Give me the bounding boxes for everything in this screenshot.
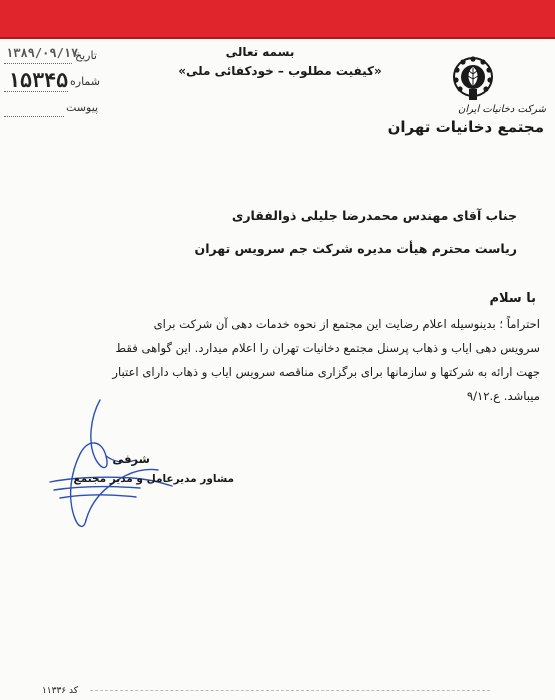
- attachment-line: [4, 116, 64, 117]
- body-line-1: احتراماً ؛ بدینوسیله اعلام رضایت این مجتمع از نحوه خدمات دهی آن شرکت برای: [153, 317, 540, 331]
- header-red-bar: [0, 0, 555, 37]
- letter-body: [100, 312, 540, 408]
- body-line-4: میباشد. ع.۹/۱۲: [466, 389, 540, 403]
- bismillah: بسمه تعالی: [225, 45, 295, 59]
- company-logo: [452, 56, 494, 102]
- recipient-name: جناب آقای مهندس محمدرضا جلیلی ذوالفقاری: [231, 208, 517, 223]
- number-value: ۱۵۳۴۵: [8, 68, 69, 92]
- body-line-2: سرویس دهی ایاب و ذهاب پرسنل مجتمع دخانیات تهران را اعلام میدارد. این گواهی فقط: [115, 341, 540, 355]
- footer-divider: [90, 690, 490, 691]
- header-bar-edge: [0, 37, 555, 39]
- signatory-name: شرفی: [112, 452, 150, 466]
- motto: «کیفیت مطلوب – خودکفائی ملی»: [178, 64, 382, 78]
- attachment-label: پیوست: [66, 101, 99, 114]
- form-code: کد ۱۱۳۳۶: [41, 686, 78, 696]
- number-label: شماره: [70, 75, 101, 88]
- body-line-3: جهت ارائه به شرکتها و سازمانها برای برگزاری مناقصه سرویس ایاب و ذهاب دارای اعتبار: [112, 365, 540, 379]
- signatory-title: مشاور مدیرعامل و مدیر مجتمع: [73, 473, 234, 485]
- date-line: [4, 63, 72, 64]
- org-subtitle: شرکت دخانیات ایران: [458, 104, 546, 115]
- org-name: مجتمع دخانیات تهران: [387, 118, 544, 136]
- date-value: ۱۳۸۹/۰۹/۱۷: [6, 46, 79, 60]
- tobacco-leaf-logo-icon: [452, 56, 494, 102]
- date-label: تاریخ: [75, 49, 97, 62]
- greeting: با سلام: [489, 291, 536, 306]
- recipient-title: ریاست محترم هیأت مدیره شرکت جم سرویس تهران: [194, 241, 517, 256]
